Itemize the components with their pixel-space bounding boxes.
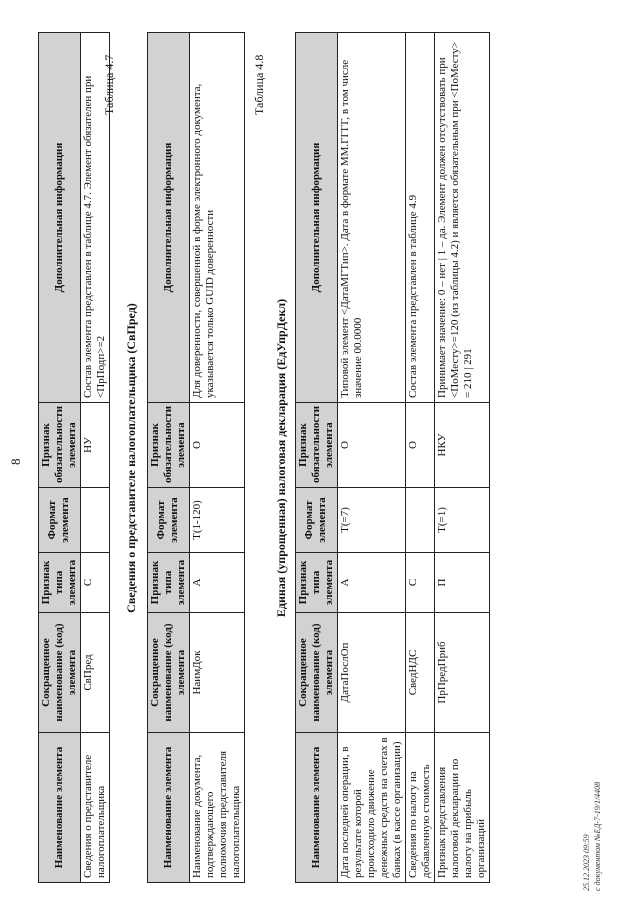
table-row xyxy=(189,33,244,883)
cell-type: С xyxy=(80,553,109,613)
table-number: Таблица 4.8 xyxy=(252,54,266,115)
cell-name: Дата последней операции, в результате которой происходило движение денежных средств на счетах в банках (в кассе организации) xyxy=(337,733,405,883)
cell-code: НаимДок xyxy=(189,613,244,733)
cell-type: П xyxy=(434,553,489,613)
cell-name: Сведения о представителе налогоплательщика xyxy=(80,733,109,883)
header-name: Наименование элемента xyxy=(148,733,190,883)
cell-code: СвПред xyxy=(80,613,109,733)
table-row xyxy=(337,33,405,883)
cell-required: О xyxy=(405,403,434,488)
cell-name: Признак представления налоговой декларации по налогу на прибыль организаций xyxy=(434,733,489,883)
table-top xyxy=(38,32,110,883)
cell-required: НКУ xyxy=(434,403,489,488)
table-header-row xyxy=(296,33,338,883)
header-format: Формат элемента xyxy=(148,488,190,553)
registration-stamp-doc: с документом №ЕД-7-19/1/4408 xyxy=(593,781,602,891)
header-type: Признак типа элемента xyxy=(148,553,190,613)
header-required: Признак обязательности элемента xyxy=(148,403,190,488)
header-format: Формат элемента xyxy=(39,488,81,553)
table-header-row xyxy=(39,33,81,883)
header-code: Сокращенное наименование (код) элемента xyxy=(39,613,81,733)
header-required: Признак обязательности элемента xyxy=(39,403,81,488)
cell-required: О xyxy=(337,403,405,488)
cell-type: С xyxy=(405,553,434,613)
registration-stamp-date: 25.12.2023 09:59 xyxy=(582,834,591,891)
cell-type: А xyxy=(337,553,405,613)
table-caption: Сведения о представителе налогоплательщика (СвПред) xyxy=(124,303,138,613)
header-info: Дополнительная информация xyxy=(296,33,338,403)
cell-info: Для доверенности, совершенной в форме электронного документа, указывается только GUID доверенности xyxy=(189,33,244,403)
table-svpred xyxy=(147,32,245,883)
header-required: Признак обязательности элемента xyxy=(296,403,338,488)
cell-format: T(=1) xyxy=(434,488,489,553)
header-info: Дополнительная информация xyxy=(148,33,190,403)
table-number: Таблица 4.7 xyxy=(102,54,116,115)
cell-required: НУ xyxy=(80,403,109,488)
cell-info: Состав элемента представлен в таблице 4.7. Элемент обязателен при <ПрПодп>=2 xyxy=(80,33,109,403)
header-name: Наименование элемента xyxy=(39,733,81,883)
table-row xyxy=(80,33,109,883)
page-number: 8 xyxy=(8,458,23,465)
header-name: Наименование элемента xyxy=(296,733,338,883)
cell-name: Сведения по налогу на добавленную стоимость xyxy=(405,733,434,883)
header-format: Формат элемента xyxy=(296,488,338,553)
cell-info: Типовой элемент <ДатаМГТип>. Дата в формате ММ.ГГГГ, в том числе значение 00.0000 xyxy=(337,33,405,403)
table-row xyxy=(405,33,434,883)
cell-required: О xyxy=(189,403,244,488)
cell-format: T(1-120) xyxy=(189,488,244,553)
table-edupr xyxy=(295,32,490,883)
cell-type: А xyxy=(189,553,244,613)
cell-code: ПрПредПриб xyxy=(434,613,489,733)
cell-info: Принимает значение: 0 – нет | 1 – да. Элемент должен отсутствовать при <ПоМесту>=120 (из таблицы 4.2) и является обязательным при <ПоМесту> = 210 | 291 xyxy=(434,33,489,403)
cell-info: Состав элемента представлен в таблице 4.9 xyxy=(405,33,434,403)
header-code: Сокращенное наименование (код) элемента xyxy=(148,613,190,733)
cell-name: Наименование документа, подтверждающего полномочия представителя налогоплательщика xyxy=(189,733,244,883)
cell-code: СведНДС xyxy=(405,613,434,733)
table-caption: Единая (упрощенная) налоговая декларация (ЕдУпрДекл) xyxy=(274,298,288,618)
cell-code: ДатаПослОп xyxy=(337,613,405,733)
cell-format xyxy=(405,488,434,553)
cell-format xyxy=(80,488,109,553)
header-type: Признак типа элемента xyxy=(296,553,338,613)
header-code: Сокращенное наименование (код) элемента xyxy=(296,613,338,733)
cell-format: T(=7) xyxy=(337,488,405,553)
table-header-row xyxy=(148,33,190,883)
header-type: Признак типа элемента xyxy=(39,553,81,613)
table-row xyxy=(434,33,489,883)
header-info: Дополнительная информация xyxy=(39,33,81,403)
